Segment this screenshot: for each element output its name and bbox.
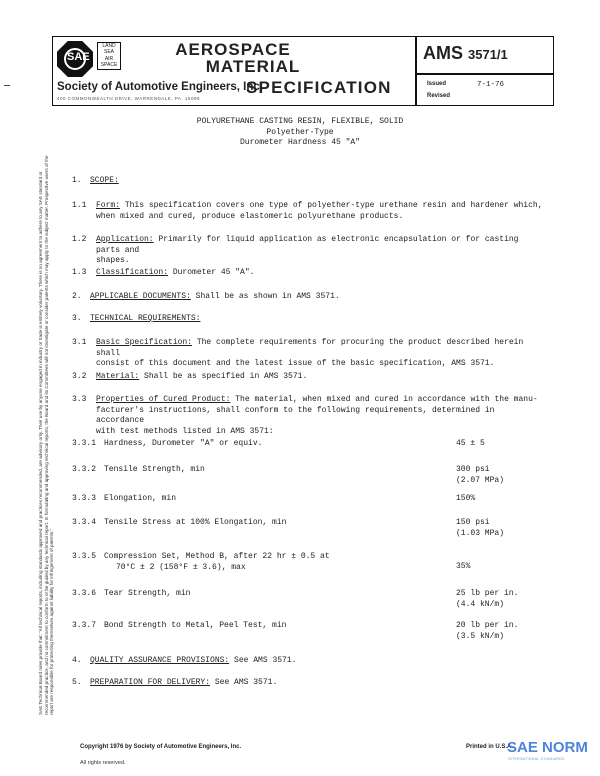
watermark-subtitle: INTERNATIONAL STANDARDS bbox=[508, 757, 565, 761]
property-value bbox=[456, 465, 504, 486]
logo-letters: SAE bbox=[67, 51, 90, 63]
society-name: Society of Automotive Engineers, Inc. bbox=[57, 81, 263, 93]
section-body bbox=[90, 678, 540, 689]
doc-title-line: Polyether-Type bbox=[266, 127, 334, 137]
property-value bbox=[456, 621, 518, 642]
section-body bbox=[96, 338, 546, 370]
property-name-line: 70°C ± 2 (158°F ± 3.6), max bbox=[116, 562, 246, 572]
logo-word: SPACE bbox=[100, 62, 118, 69]
section-body bbox=[96, 395, 546, 437]
section-text: See AMS 3571. bbox=[234, 656, 297, 665]
section-num: 5. bbox=[72, 678, 82, 687]
section-label: Properties of Cured Product: bbox=[96, 395, 231, 404]
property-value-si: (4.4 kN/m) bbox=[456, 599, 505, 609]
section-body bbox=[96, 268, 546, 279]
section-label: Form: bbox=[96, 201, 121, 210]
property-num: 3.3.3 bbox=[72, 494, 97, 503]
section-text: when mixed and cured, produce elastomeric polyurethane products. bbox=[96, 211, 404, 221]
doc-title-line: POLYURETHANE CASTING RESIN, FLEXIBLE, SOLID bbox=[196, 117, 404, 126]
property-num: 3.3.7 bbox=[72, 621, 97, 630]
section-title: QUALITY ASSURANCE PROVISIONS: bbox=[90, 656, 230, 665]
section-text: facturer's instructions, shall conform to the following requirements, determined in accordance bbox=[96, 405, 495, 425]
section-title: TECHNICAL REQUIREMENTS: bbox=[90, 314, 201, 323]
doc-number bbox=[423, 43, 508, 64]
issued-date: 7-1-76 bbox=[477, 81, 505, 89]
rights-notice: All rights reserved. bbox=[80, 760, 126, 766]
property-num: 3.3.1 bbox=[72, 439, 97, 448]
property-num: 3.3.6 bbox=[72, 589, 97, 598]
property-value-si: (1.03 MPa) bbox=[456, 528, 505, 538]
section-text: Durometer 45 "A". bbox=[172, 268, 255, 277]
logo-word: SEA bbox=[103, 49, 114, 56]
property-name: Tear Strength, min bbox=[104, 589, 191, 598]
property-value-main: 300 psi bbox=[456, 465, 490, 474]
section-num: 1.3 bbox=[72, 268, 87, 277]
property-value-main: 150 psi bbox=[456, 518, 490, 527]
section-label: Application: bbox=[96, 235, 154, 244]
property-name: Tensile Stress at 100% Elongation, min bbox=[104, 518, 287, 527]
margin-mark bbox=[4, 85, 10, 86]
section-num: 3. bbox=[72, 314, 82, 323]
section-title: SCOPE: bbox=[90, 176, 119, 185]
title-material: MATERIAL bbox=[205, 57, 301, 76]
doc-title bbox=[130, 117, 470, 149]
property-name: Tensile Strength, min bbox=[104, 465, 205, 474]
title-aerospace: AEROSPACE bbox=[175, 40, 291, 59]
section-text: Shall be as specified in AMS 3571. bbox=[144, 372, 308, 381]
section-text: with test methods listed in AMS 3571: bbox=[96, 426, 274, 436]
section-text: This specification covers one type of polyether-type urethane resin and hardener which, bbox=[124, 201, 543, 210]
property-name: Hardness, Durometer "A" or equiv. bbox=[104, 439, 263, 448]
property-value-main: 25 lb per in. bbox=[456, 589, 519, 598]
section-text: Shall be as shown in AMS 3571. bbox=[195, 292, 340, 301]
doc-prefix: AMS bbox=[423, 43, 463, 63]
section-num: 2. bbox=[72, 292, 82, 301]
logo-word: AIR bbox=[104, 55, 114, 62]
header-title bbox=[143, 41, 323, 75]
property-value: 150% bbox=[456, 494, 476, 503]
section-num: 1.2 bbox=[72, 235, 87, 244]
property-name: Bond Strength to Metal, Peel Test, min bbox=[104, 621, 287, 630]
section-text: The material, when mixed and cured in accordance with the manu- bbox=[235, 395, 538, 404]
issued-label: Issued bbox=[427, 81, 447, 87]
section-label: Classification: bbox=[96, 268, 169, 277]
doc-title-line: Durometer Hardness 45 "A" bbox=[239, 138, 361, 147]
section-label: Material: bbox=[96, 372, 140, 381]
sae-logo bbox=[57, 41, 117, 77]
header-divider bbox=[415, 73, 553, 75]
property-num: 3.3.2 bbox=[72, 465, 97, 474]
property-value-si: (3.5 kN/m) bbox=[456, 631, 505, 641]
logo-words bbox=[97, 42, 121, 70]
property-value: 45 ± 5 bbox=[456, 439, 485, 448]
section-num: 3.3 bbox=[72, 395, 87, 404]
section-body bbox=[96, 201, 546, 222]
society-address: 400 COMMONWEALTH DRIVE, WARRENDALE, PA. 15096 bbox=[57, 96, 200, 101]
watermark-logo: SAE NORM bbox=[507, 739, 588, 756]
property-name bbox=[104, 552, 330, 573]
property-value-si: (2.07 MPa) bbox=[456, 475, 505, 485]
section-num: 3.1 bbox=[72, 338, 87, 347]
property-value bbox=[456, 589, 518, 610]
section-body bbox=[90, 656, 540, 667]
section-text: Primarily for liquid application as electronic encapsulation or for casting parts and bbox=[96, 235, 519, 255]
doc-code: 3571/1 bbox=[468, 47, 508, 62]
section-text: See AMS 3571. bbox=[214, 678, 278, 687]
property-value-main: 20 lb per in. bbox=[456, 621, 519, 630]
revised-label: Revised bbox=[427, 93, 451, 99]
section-num: 1. bbox=[72, 176, 82, 185]
printed-notice: Printed in U.S.A. bbox=[466, 744, 514, 750]
section-num: 1.1 bbox=[72, 201, 87, 210]
section-num: 4. bbox=[72, 656, 82, 665]
logo-word: LAND bbox=[102, 43, 116, 49]
section-title: PREPARATION FOR DELIVERY: bbox=[90, 678, 211, 687]
property-value: 35% bbox=[456, 562, 471, 571]
header-divider bbox=[415, 37, 417, 105]
property-name: Elongation, min bbox=[104, 494, 177, 503]
property-value bbox=[456, 518, 504, 539]
property-num: 3.3.5 bbox=[72, 552, 97, 561]
section-body bbox=[96, 372, 546, 383]
spec-header bbox=[52, 36, 554, 106]
title-specification: SPECIFICATION bbox=[246, 78, 392, 97]
property-name-line: Compression Set, Method B, after 22 hr ± 0.5 at bbox=[104, 552, 330, 561]
section-text: consist of this document and the latest issue of the basic specification, AMS 3571. bbox=[96, 359, 495, 368]
section-title: APPLICABLE DOCUMENTS: bbox=[90, 292, 191, 301]
sae-side-note: SAE Technical Board rules provide that: "All technical reports, including standards approved and practices recommended, are advisory only. Their use by anyone engaged in industry or trade is entirely voluntary. There is no agreement to adhere to any SAE standard or recommended practice, and no commitment to conform to or be guided by any technical report. In formulating and approving technical reports, the Board and its Committees will not investigate or consider patents which may apply to the subject matter. Prospective users of the report are responsible for protecting themselves against liability for infringement of patents." bbox=[38, 155, 55, 715]
section-label: Basic Specification: bbox=[96, 338, 193, 347]
copyright-notice: Copyright 1976 by Society of Automotive Engineers, Inc. bbox=[80, 744, 242, 750]
section-body bbox=[90, 292, 540, 303]
property-num: 3.3.4 bbox=[72, 518, 97, 527]
section-body bbox=[96, 235, 546, 267]
section-text: shapes. bbox=[96, 256, 130, 265]
section-text: The complete requirements for procuring the product described herein shall bbox=[96, 338, 524, 358]
section-num: 3.2 bbox=[72, 372, 87, 381]
